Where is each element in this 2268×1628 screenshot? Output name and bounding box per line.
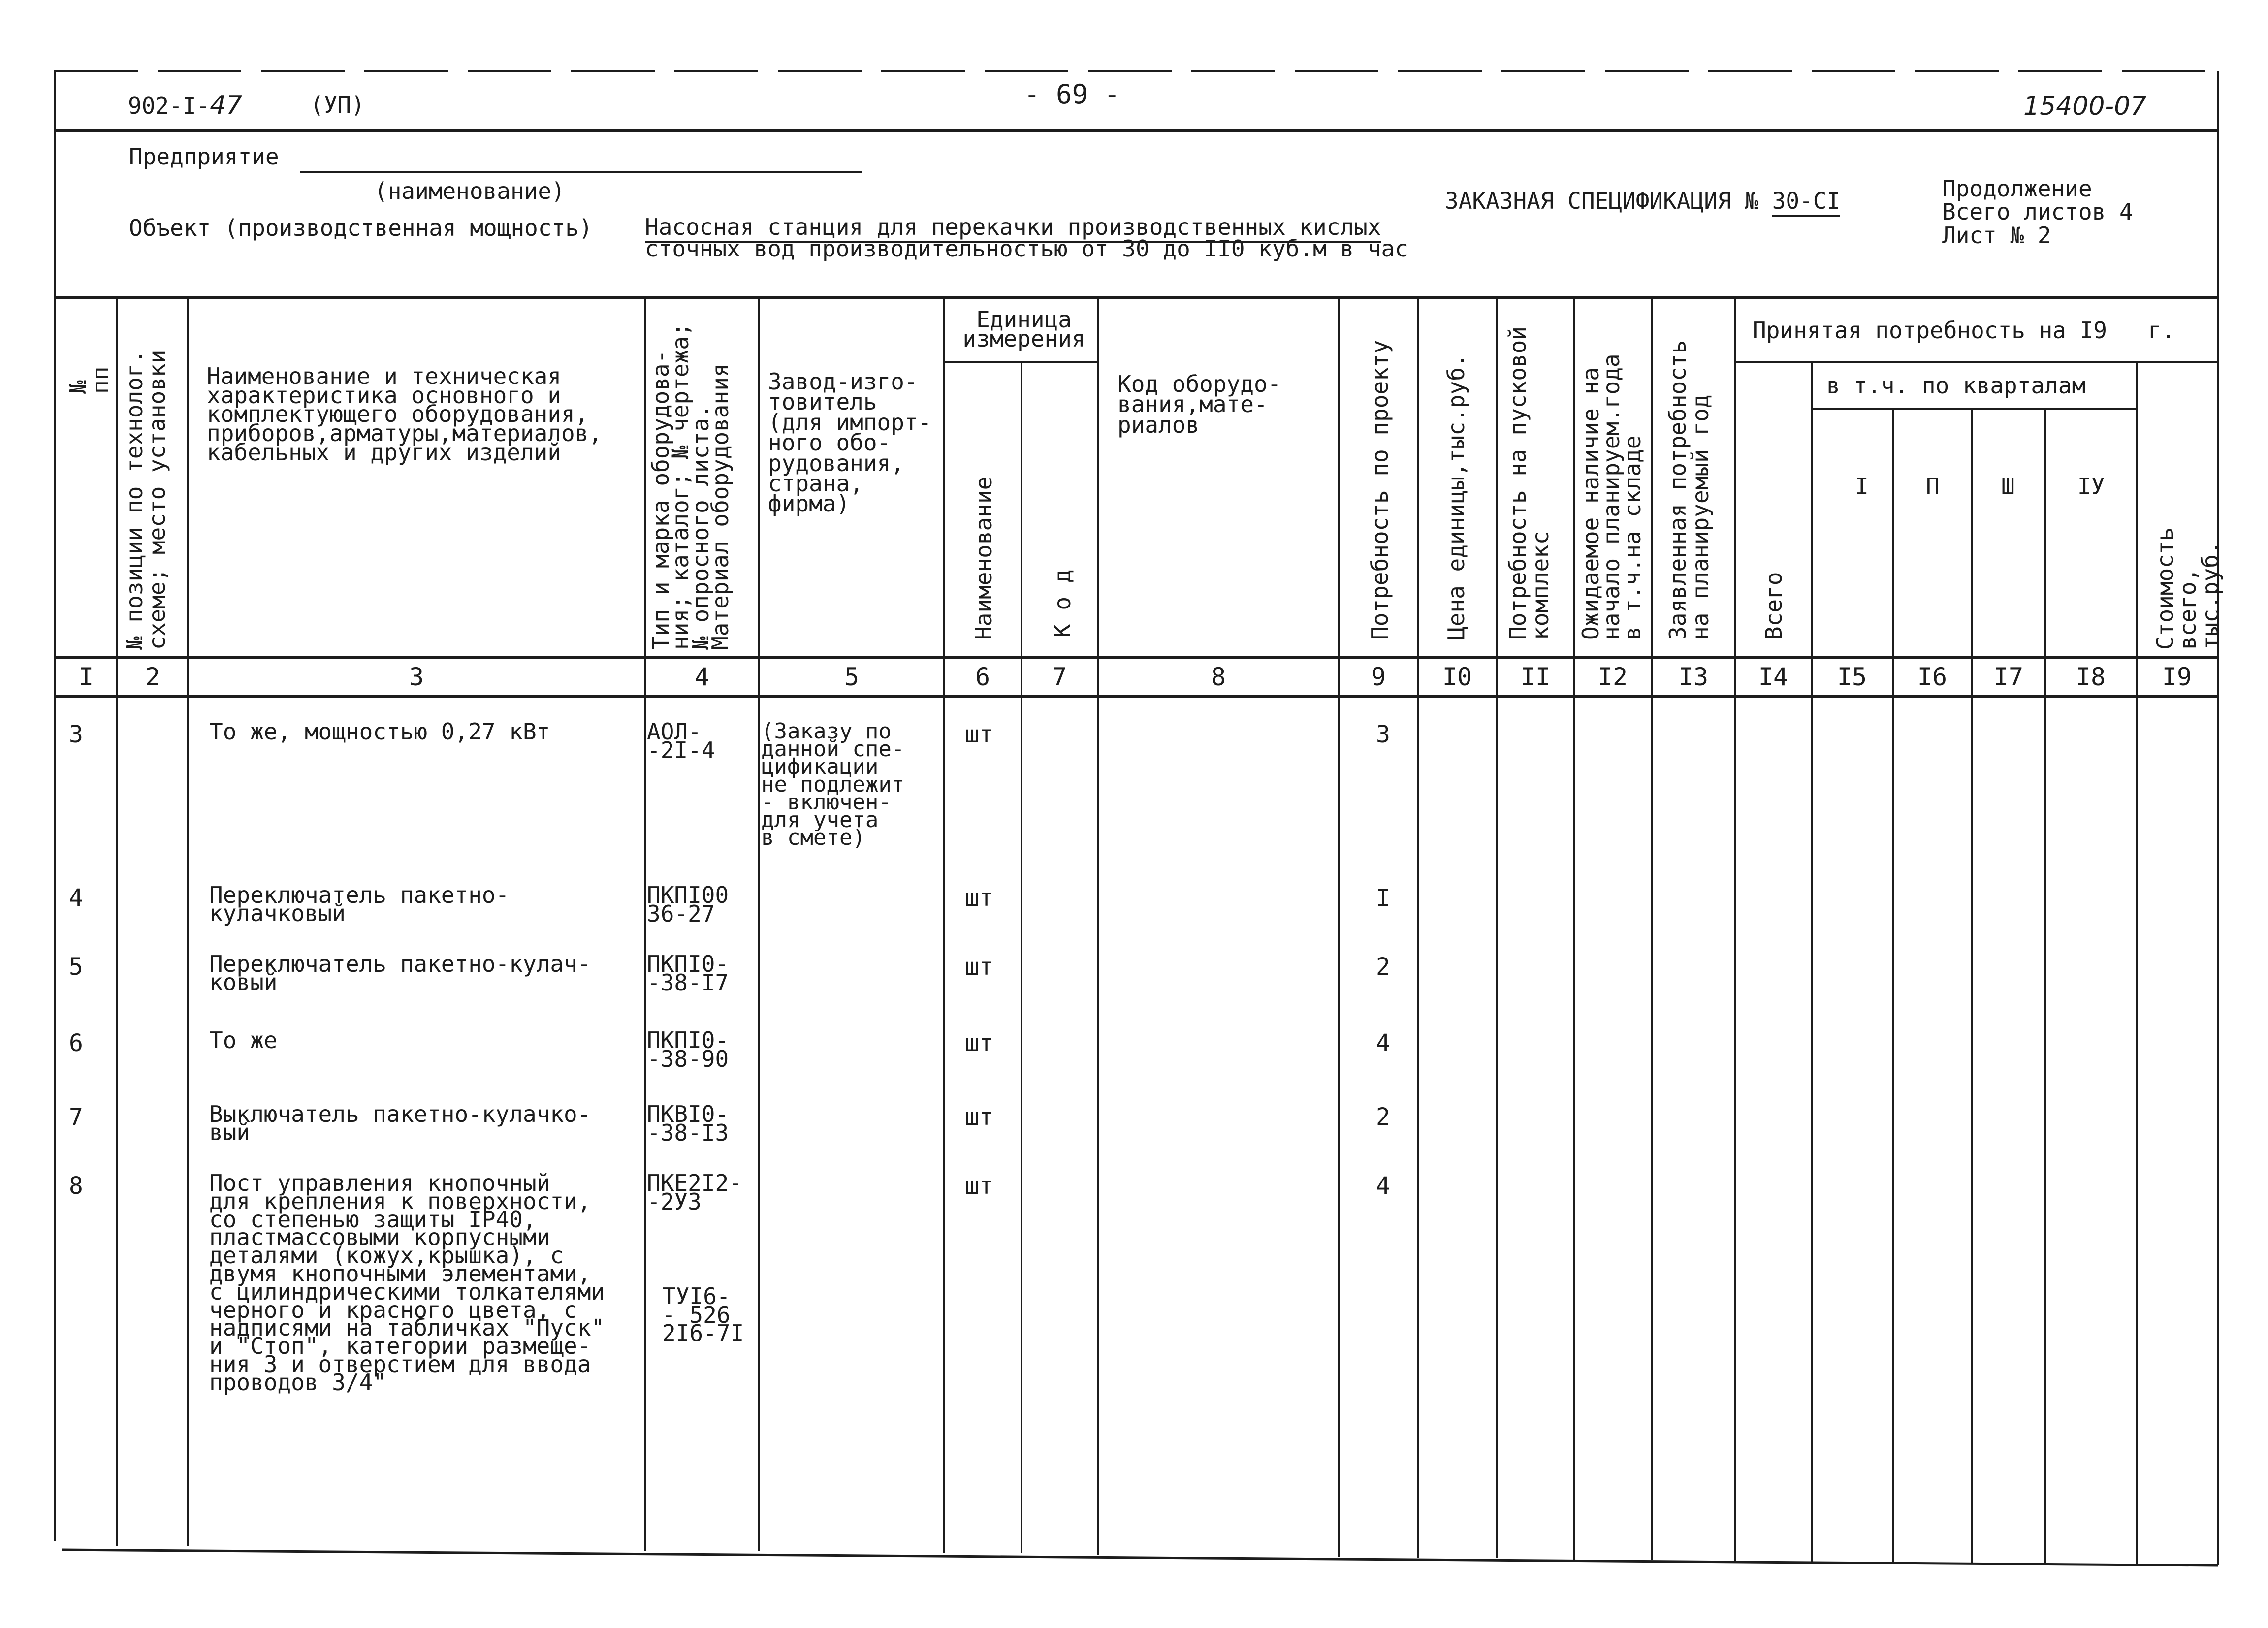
column-number: I4 <box>1758 663 1789 691</box>
naming-hint: (наименование) <box>374 178 565 204</box>
col-header-declared-need: Заявленная потребность на планируемый год <box>1664 340 1714 640</box>
row-number: 3 <box>69 721 83 748</box>
row-number: 5 <box>69 953 83 981</box>
doc-code-handwritten: 47 <box>210 91 243 120</box>
row-unit: шт <box>965 1103 993 1131</box>
total-sheets: Всего листов 4 <box>1942 198 2133 225</box>
col-header-name: Наименование и техническая характеристика основного и комплектующего оборудования, приборов,арматуры,материалов, кабельных и других изделий <box>207 363 603 466</box>
col-header-q3: Ш <box>2001 473 2015 500</box>
column-number: 6 <box>975 663 990 691</box>
column-number: 9 <box>1371 663 1386 691</box>
column-number: I6 <box>1917 663 1948 691</box>
sheet-code: 15400-07 <box>2023 92 2147 121</box>
column-number: I8 <box>2076 663 2106 691</box>
column-number: 3 <box>409 663 424 691</box>
row-quantity: 3 <box>1376 721 1390 748</box>
album-number: (УП) <box>310 92 365 118</box>
row-number: 6 <box>69 1029 83 1057</box>
row-number: 7 <box>69 1103 83 1131</box>
row-number: 4 <box>69 884 83 912</box>
col-header-quarters-group: в т.ч. по кварталам <box>1826 372 2086 399</box>
row-name: Переключатель пакетно- кулачковый <box>209 882 510 926</box>
col-header-project-need: Потребность по проекту <box>1367 340 1393 640</box>
column-number: I2 <box>1597 663 1628 691</box>
row-name: Пост управления кнопочный для крепления к поверхности, со степенью защиты IP40, пластмассовыми корпусными деталями (кожух,крышка), с двумя кнопочными элементами, с цилиндрическими толкателями черного и красного цвета, с надписями на табличках "Пуск" и "Стоп", категории размеще- ния 3 и отверстием для ввода проводов 3/4" <box>209 1170 605 1396</box>
col-header-q1: I <box>1855 473 1869 500</box>
column-number: 7 <box>1052 663 1067 691</box>
col-header-maker: Завод-изго- товитель (для импорт- ного обо- рудования, страна, фирма) <box>768 368 932 517</box>
row-name: Переключатель пакетно-кулач- ковый <box>209 951 591 995</box>
row-name: То же, мощностью 0,27 кВт <box>209 718 550 745</box>
column-number: II <box>1520 663 1551 691</box>
column-number: I9 <box>2162 663 2192 691</box>
row-unit: шт <box>965 1172 993 1200</box>
row-unit: шт <box>965 1029 993 1057</box>
enterprise-label: Предприятие <box>129 143 279 170</box>
column-number: I7 <box>1993 663 2024 691</box>
row-quantity: 4 <box>1376 1172 1390 1200</box>
object-label: Объект (производственная мощность) <box>129 215 593 241</box>
column-number: I3 <box>1678 663 1709 691</box>
object-line-1: Насосная станция для перекачки производственных кислых <box>645 216 1381 238</box>
continuation-label: Продолжение <box>1942 175 2092 202</box>
sheet-number: Лист № 2 <box>1942 222 2051 249</box>
column-number: 8 <box>1211 663 1226 691</box>
row-type: ПКПI0- -38-I7 <box>647 951 729 996</box>
page-number: - 69 - <box>1024 79 1120 110</box>
col-header-unit-code: К о д <box>1049 569 1076 638</box>
column-number: I0 <box>1442 663 1472 691</box>
column-number: I <box>78 663 94 691</box>
row-maker: (Заказу по данной спе- цификации не подлежит - включен- для учета в смете) <box>761 719 905 851</box>
row-number: 8 <box>69 1172 83 1200</box>
row-quantity: 4 <box>1376 1029 1390 1057</box>
spec-title: ЗАКАЗНАЯ СПЕЦИФИКАЦИЯ № 30-CI <box>1445 190 1840 212</box>
col-header-accepted-group: Принятая потребность на I9 г. <box>1753 317 2175 344</box>
row-type-extra: ТУI6- - 526 2I6-7I <box>662 1283 744 1347</box>
col-header-total-cost: Стоимость всего, тыс.руб. <box>2152 527 2224 650</box>
col-header-total: Всего <box>1760 572 1787 640</box>
row-type: ПКВI0- -38-I3 <box>647 1101 729 1146</box>
row-quantity: I <box>1376 884 1390 912</box>
row-type: ПКПI00 36-27 <box>647 882 729 927</box>
col-header-equipment-code: Код оборудо- вания,мате- риалов <box>1118 371 1281 438</box>
col-header-unit-name: Наименование <box>970 476 997 640</box>
col-header-unit-group: Единица измерения <box>962 306 1086 352</box>
row-type: ПКПI0- -38-90 <box>647 1027 729 1072</box>
row-name: Выключатель пакетно-кулачко- вый <box>209 1101 591 1146</box>
row-quantity: 2 <box>1376 953 1390 981</box>
col-header-position: № позиции по технолог. схеме; место установки <box>121 350 170 650</box>
col-header-expected-stock: Ожидаемое наличие на начало планируем.года в т.ч.на складе <box>1577 353 1646 640</box>
col-header-q2: П <box>1926 473 1940 500</box>
col-header-startup-need: Потребность на пусковой комплекс <box>1504 326 1554 640</box>
row-unit: шт <box>965 721 993 748</box>
col-header-type: Тип и марка оборудова- ния; каталог; № чертежа; № опросного листа. Материал оборудования <box>647 322 734 650</box>
col-header-unit-price: Цена единицы,тыс.руб. <box>1443 353 1469 640</box>
column-number: 4 <box>694 663 710 691</box>
row-type: ПКЕ2I2- -2У3 <box>647 1170 742 1215</box>
object-line-2: сточных вод производительностью от 30 до II0 куб.м в час <box>645 235 1408 262</box>
row-type: АОЛ- -2I-4 <box>647 718 715 764</box>
column-number: 5 <box>844 663 860 691</box>
row-quantity: 2 <box>1376 1103 1390 1131</box>
column-number: 2 <box>145 663 160 691</box>
spec-number: 30-CI <box>1772 188 1840 217</box>
row-unit: шт <box>965 953 993 981</box>
doc-code: 902-I-47 <box>128 91 243 120</box>
column-number: I5 <box>1837 663 1867 691</box>
row-unit: шт <box>965 884 993 912</box>
row-name: То же <box>209 1027 278 1053</box>
col-header-q4: IУ <box>2077 473 2105 500</box>
col-header-row-number: № пп <box>64 366 114 394</box>
